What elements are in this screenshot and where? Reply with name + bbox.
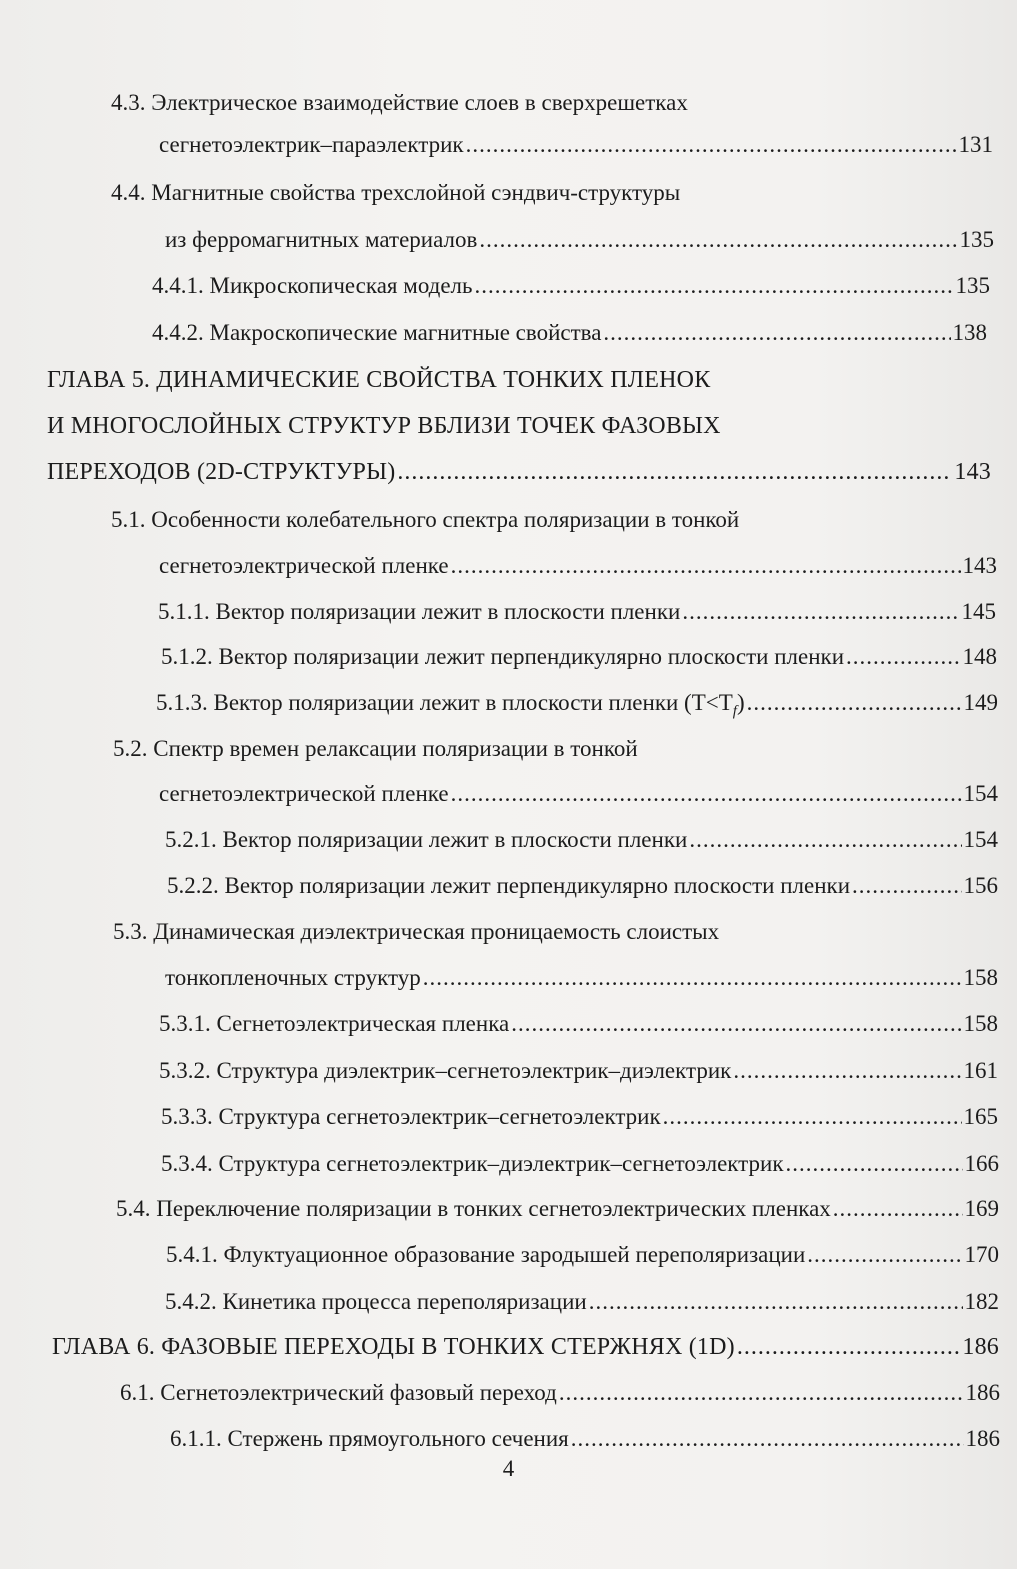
leader-dots [589, 1287, 963, 1317]
leader-dots [833, 1194, 963, 1224]
toc-page-number: 156 [963, 873, 998, 898]
toc-page-number: 165 [963, 1104, 998, 1129]
toc-page-number: 186 [965, 1426, 1000, 1451]
toc-entry-4-4-1: 4.4.1. Микроскопическая модель ..... 135 [152, 271, 990, 301]
toc-chapter-5-cont2: ПЕРЕХОДОВ (2D-СТРУКТУРЫ) ..... 143 [47, 457, 991, 487]
toc-entry-5-3: 5.3. Динамическая диэлектрическая проницаемость слоистых [113, 919, 720, 944]
toc-entry-4-4-cont: из ферромагнитных материалов ..... 135 [165, 225, 994, 255]
toc-chapter-5-cont: И МНОГОСЛОЙНЫХ СТРУКТУР ВБЛИЗИ ТОЧЕК ФАЗОВЫХ [47, 413, 721, 439]
toc-entry-5-4-1: 5.4.1. Флуктуационное образование зародышей переполяризации ..... 170 [166, 1240, 999, 1270]
toc-page-number: 138 [952, 320, 987, 345]
toc-entry-5-1: 5.1. Особенности колебательного спектра поляризации в тонкой [111, 507, 740, 532]
toc-entry-5-3-3: 5.3.3. Структура сегнетоэлектрик–сегнетоэлектрик ..... 165 [161, 1102, 998, 1132]
toc-chapter-5: ГЛАВА 5. ДИНАМИЧЕСКИЕ СВОЙСТВА ТОНКИХ ПЛЕНОК [47, 367, 711, 393]
page-number: 4 [502, 1456, 515, 1481]
toc-entry-5-4-2: 5.4.2. Кинетика процесса переполяризации ..... 182 [165, 1287, 999, 1317]
leader-dots [479, 225, 957, 255]
leader-dots [747, 688, 962, 718]
leader-dots [733, 1056, 961, 1086]
leader-dots [451, 551, 961, 581]
toc-entry-5-3-4: 5.3.4. Структура сегнетоэлектрик–диэлектрик–сегнетоэлектрик ..... 166 [161, 1149, 999, 1179]
toc-page-number: 154 [963, 781, 998, 806]
toc-page-number: 158 [963, 1011, 998, 1036]
toc-entry-5-2: 5.2. Спектр времен релаксации поляризации в тонкой [113, 736, 638, 761]
toc-entry-5-1-1: 5.1.1. Вектор поляризации лежит в плоскости пленки ..... 145 [158, 597, 996, 627]
leader-dots [475, 271, 954, 301]
toc-page-number: 154 [963, 827, 998, 852]
toc-page-number: 143 [954, 459, 991, 485]
toc-page-number: 182 [964, 1289, 999, 1314]
toc-entry-4-4-2: 4.4.2. Макроскопические магнитные свойства ..... 138 [152, 318, 987, 348]
leader-dots [737, 1332, 961, 1362]
toc-page-number: 169 [964, 1196, 999, 1221]
toc-entry-5-3-2: 5.3.2. Структура диэлектрик–сегнетоэлектрик–диэлектрик ..... 161 [159, 1056, 998, 1086]
leader-dots [397, 457, 952, 487]
leader-dots [466, 130, 957, 160]
toc-page-number: 135 [959, 227, 994, 252]
toc-entry-5-2-2: 5.2.2. Вектор поляризации лежит перпендикулярно плоскости пленки ..... 156 [167, 871, 998, 901]
toc-entry-5-2-1: 5.2.1. Вектор поляризации лежит в плоскости пленки ..... 154 [165, 825, 998, 855]
toc-page-number: 170 [964, 1242, 999, 1267]
leader-dots [786, 1149, 963, 1179]
leader-dots [807, 1240, 962, 1270]
leader-dots [663, 1102, 962, 1132]
leader-dots [571, 1424, 964, 1454]
toc-entry-5-4: 5.4. Переключение поляризации в тонких сегнетоэлектрических пленках ..... 169 [116, 1194, 999, 1224]
toc-entry-6-1-1: 6.1.1. Стержень прямоугольного сечения ..... 186 [170, 1424, 1000, 1454]
toc-page-number: 135 [955, 273, 990, 298]
leader-dots [511, 1009, 961, 1039]
toc-entry-5-3-1: 5.3.1. Сегнетоэлектрическая пленка ..... 158 [159, 1009, 998, 1039]
toc-page-number: 166 [964, 1151, 999, 1176]
toc-entry-4-3: 4.3. Электрическое взаимодействие слоев в сверхрешетках [111, 90, 688, 115]
toc-chapter-6: ГЛАВА 6. ФАЗОВЫЕ ПЕРЕХОДЫ В ТОНКИХ СТЕРЖНЯХ (1D) ..... 186 [52, 1332, 999, 1362]
leader-dots [451, 779, 962, 809]
leader-dots [682, 597, 959, 627]
leader-dots [852, 871, 961, 901]
toc-page-number: 149 [963, 690, 998, 715]
toc-page-number: 158 [963, 965, 998, 990]
toc-entry-5-3-cont: тонкопленочных структур ..... 158 [165, 963, 998, 993]
leader-dots [603, 318, 950, 348]
toc-page-number: 148 [962, 644, 997, 669]
leader-dots [423, 963, 962, 993]
toc-entry-4-4: 4.4. Магнитные свойства трехслойной сэндвич-структуры [111, 180, 681, 205]
toc-page-number: 186 [965, 1380, 1000, 1405]
toc-page-number: 143 [962, 553, 997, 578]
toc-page-number: 186 [962, 1334, 999, 1360]
leader-dots [689, 825, 961, 855]
toc-page-number: 161 [963, 1058, 998, 1083]
toc-entry-4-3-cont: сегнетоэлектрик–параэлектрик ..... 131 [159, 130, 993, 160]
toc-entry-6-1: 6.1. Сегнетоэлектрический фазовый переход ..... 186 [120, 1378, 1000, 1408]
toc-entry-5-2-cont: сегнетоэлектрической пленке ..... 154 [159, 779, 998, 809]
toc-page-number: 145 [961, 599, 996, 624]
toc-entry-5-1-cont: сегнетоэлектрической пленке ..... 143 [159, 551, 997, 581]
toc-page-number: 131 [958, 132, 993, 157]
toc-entry-5-1-3: 5.1.3. Вектор поляризации лежит в плоскости пленки $(T<T_f)$ ..... 149 [156, 688, 998, 718]
toc-entry-5-1-2: 5.1.2. Вектор поляризации лежит перпендикулярно плоскости пленки ..... 148 [161, 642, 997, 672]
leader-dots [559, 1378, 964, 1408]
leader-dots [846, 642, 960, 672]
